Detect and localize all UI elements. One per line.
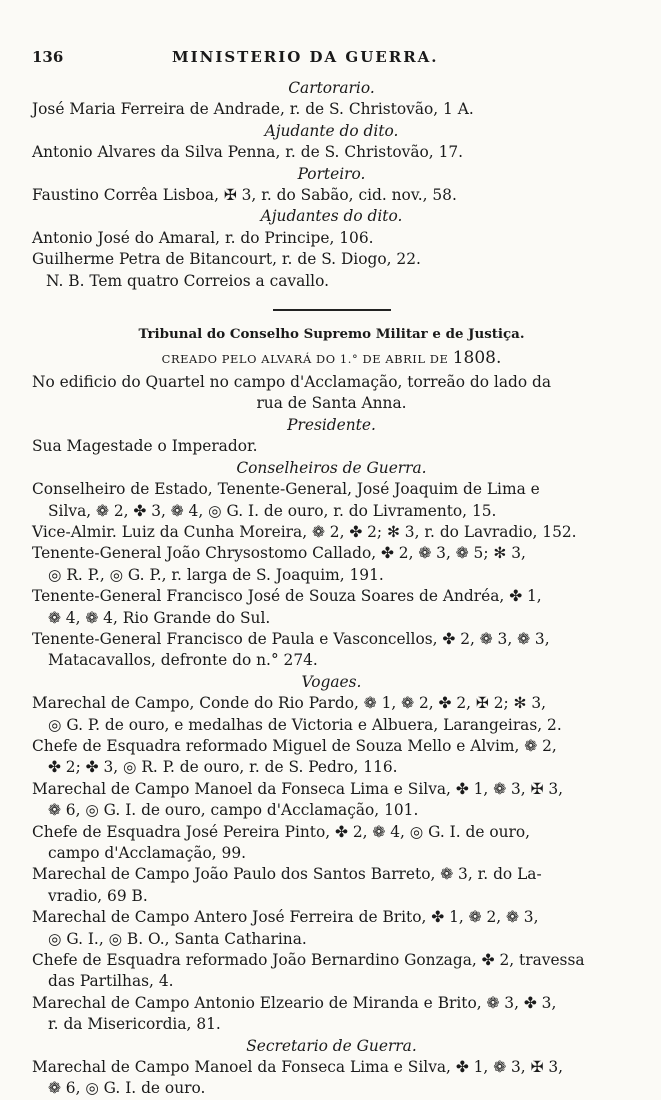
entry-line: Conselheiro de Estado, Tenente-General, José Joaquim de Lima e [32, 480, 540, 499]
entry-line: ❁ 6, ◎ G. I. de ouro. [48, 1079, 206, 1098]
entry-line: Sua Magestade o Imperador. [32, 437, 258, 456]
entry-line: Guilherme Petra de Bitancourt, r. de S. Diogo, 22. [32, 250, 421, 269]
entry-line: r. da Misericordia, 81. [48, 1015, 221, 1034]
creation-text: CREADO PELO ALVARÁ DO 1.° DE ABRIL DE [161, 352, 449, 367]
section-heading: Ajudante do dito. [264, 121, 399, 140]
entry-line: Marechal de Campo, Conde do Rio Pardo, ❁ 1, ❁ 2, ✤ 2, ✠ 2; ✻ 3, [32, 694, 547, 713]
section-heading: Conselheiros de Guerra. [236, 458, 427, 477]
entry-line: vradio, 69 B. [48, 886, 148, 905]
entry-line: Tenente-General Francisco José de Souza Soares de Andréa, ✤ 1, [32, 587, 542, 606]
entry-line: Silva, ❁ 2, ✤ 3, ❁ 4, ◎ G. I. de ouro, r. do Livramento, 15. [48, 501, 497, 520]
entry-line: Chefe de Esquadra reformado João Bernardino Gonzaga, ✤ 2, travessa [32, 951, 585, 970]
section-heading: Ajudantes do dito. [260, 207, 403, 226]
entry-line: Marechal de Campo Antero José Ferreira de Brito, ✤ 1, ❁ 2, ❁ 3, [32, 908, 539, 927]
entry-line: rua de Santa Anna. [256, 394, 407, 413]
entry-line: das Partilhas, 4. [48, 972, 174, 991]
section-divider [273, 309, 391, 311]
tribunal-title: Tribunal do Conselho Supremo Militar e de Justiça. [138, 326, 525, 343]
entry-line: Faustino Corrêa Lisboa, ✠ 3, r. do Sabão, cid. nov., 58. [32, 186, 457, 205]
entry-line: ✤ 2; ✤ 3, ◎ R. P. de ouro, r. de S. Pedro, 116. [48, 758, 398, 777]
section-heading: Vogaes. [301, 672, 362, 691]
creation-year: 1808. [452, 348, 502, 369]
entry-line: Antonio José do Amaral, r. do Principe, 106. [32, 228, 374, 247]
section-heading: Presidente. [287, 415, 376, 434]
creation-line [32, 345, 631, 372]
entry-line: ◎ G. I., ◎ B. O., Santa Catharina. [48, 929, 307, 948]
entry-line: Antonio Alvares da Silva Penna, r. de S. Christovão, 17. [32, 143, 464, 162]
entry-line: campo d'Acclamação, 99. [48, 844, 247, 862]
entry-line: ◎ G. P. de ouro, e medalhas de Victoria e Albuera, Larangeiras, 2. [48, 715, 562, 734]
entry-line: ❁ 6, ◎ G. I. de ouro, campo d'Acclamação, 101. [48, 801, 419, 820]
running-head: MINISTERIO DA GUERRA. [172, 48, 439, 66]
entry-line: Vice-Almir. Luiz da Cunha Moreira, ❁ 2, ✤ 2; ✻ 3, r. do Lavradio, 152. [32, 522, 577, 541]
section-heading: Porteiro. [297, 164, 366, 183]
entry-line: ❁ 4, ❁ 4, Rio Grande do Sul. [48, 608, 271, 627]
entry-line: Marechal de Campo Manoel da Fonseca Lima e Silva, ✤ 1, ❁ 3, ✠ 3, [32, 1058, 564, 1077]
entry-line: Chefe de Esquadra reformado Miguel de Souza Mello e Alvim, ❁ 2, [32, 736, 557, 755]
entry-line: Marechal de Campo Manoel da Fonseca Lima e Silva, ✤ 1, ❁ 3, ✠ 3, [32, 779, 564, 798]
page-number: 136 [32, 48, 64, 66]
entry-line: Tenente-General Francisco de Paula e Vasconcellos, ✤ 2, ❁ 3, ❁ 3, [32, 629, 550, 648]
entry-line: Chefe de Esquadra José Pereira Pinto, ✤ 2, ❁ 4, ◎ G. I. de ouro, [32, 822, 531, 841]
entry-line: Marechal de Campo Antonio Elzeario de Miranda e Brito, ❁ 3, ✤ 3, [32, 993, 557, 1012]
nota-bene-line: N. B. Tem quatro Correios a cavallo. [46, 271, 329, 290]
entry-line: Tenente-General João Chrysostomo Callado, ✤ 2, ❁ 3, ❁ 5; ✻ 3, [32, 544, 526, 563]
page-header [32, 48, 631, 74]
section-heading: Cartorario. [288, 79, 375, 97]
entry-line: ◎ R. P., ◎ G. P., r. larga de S. Joaquim, 191. [48, 565, 384, 584]
section-heading: Secretario de Guerra. [246, 1036, 417, 1055]
entry-line: Matacavallos, defronte do n.° 274. [48, 651, 318, 670]
entry-line: No edificio do Quartel no campo d'Acclamação, torreão do lado da [32, 373, 552, 392]
entry-line: Marechal de Campo João Paulo dos Santos Barreto, ❁ 3, r. do La- [32, 865, 542, 884]
entry-line: José Maria Ferreira de Andrade, r. de S. Christovão, 1 A. [32, 100, 474, 119]
